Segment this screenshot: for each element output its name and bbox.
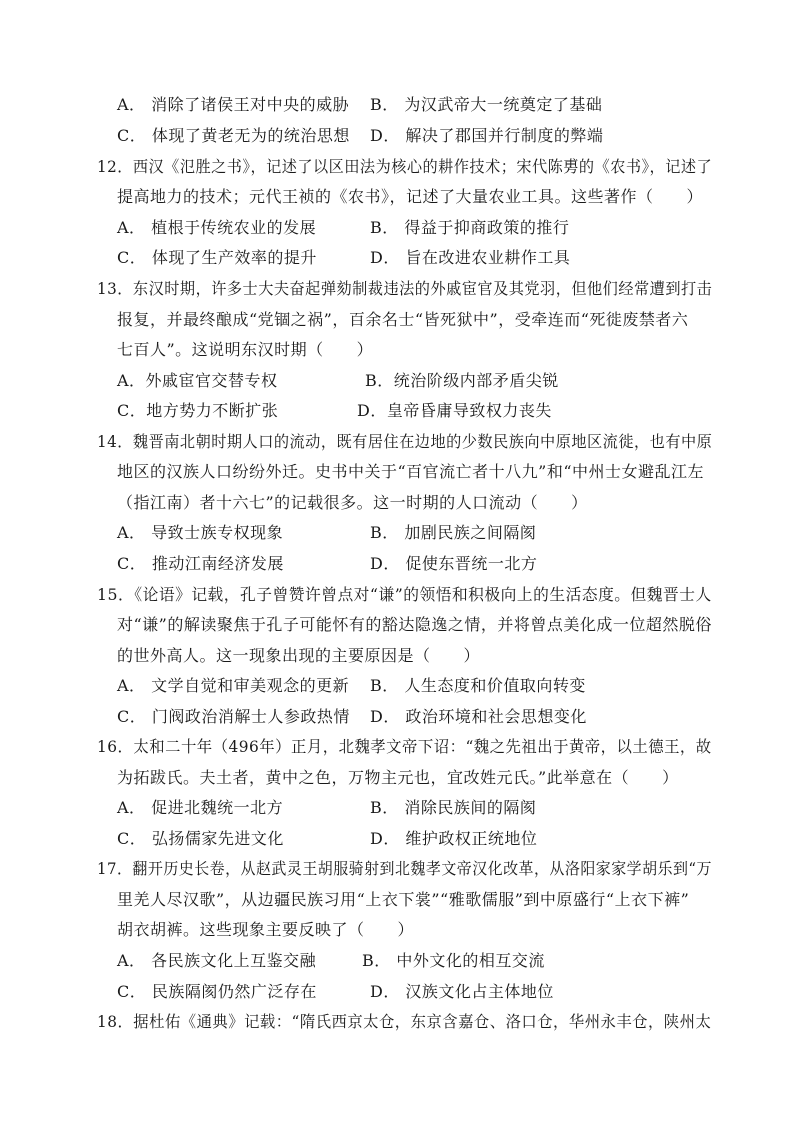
- q14-stem-line-1: 14．魏晋南北朝时期人口的流动，既有居住在边地的少数民族向中原地区流徙，也有中原: [97, 432, 713, 451]
- q12-option-a: A． 植根于传统农业的发展: [117, 218, 317, 237]
- q11-option-c: C． 体现了黄老无为的统治思想: [117, 126, 350, 145]
- q17-stem-line-3: 胡衣胡裤。这些现象主要反映了（ ）: [117, 920, 415, 939]
- q15-option-a: A． 文学自觉和审美观念的更新: [117, 676, 350, 695]
- q17-option-d: D． 汉族文化占主体地位: [370, 982, 554, 1001]
- q13-option-d: D．皇帝昏庸导致权力丧失: [357, 401, 552, 420]
- q11-option-a: A． 消除了诸侯王对中央的威胁: [117, 95, 350, 114]
- q16-stem-line-1: 16．太和二十年（496年）正月，北魏孝文帝下诏：“魏之先祖出于黄帝，以土德王，故: [97, 737, 712, 756]
- q14-option-c: C． 推动江南经济发展: [117, 554, 284, 573]
- q17-option-c: C． 民族隔阂仍然广泛存在: [117, 982, 317, 1001]
- q16-option-c: C． 弘扬儒家先进文化: [117, 829, 284, 848]
- q15-option-d: D． 政治环境和社会思想变化: [370, 707, 587, 726]
- q18-stem-line-1: 18．据杜佑《通典》记载：“隋氏西京太仓，东京含嘉仓、洛口仓，华州永丰仓，陕州太: [97, 1012, 712, 1031]
- q16-stem-line-2: 为拓跋氏。夫土者，黄中之色，万物主元也，宜改姓元氏。”此举意在（ ）: [117, 768, 679, 787]
- q15-stem-line-1: 15．《论语》记载，孔子曾赞许曾点对“谦”的领悟和积极向上的生活态度。但魏晋士人: [97, 585, 712, 604]
- q14-stem-line-3: （指江南）者十六七”的记载很多。这一时期的人口流动（ ）: [117, 493, 588, 512]
- q13-stem-line-3: 七百人”。这说明东汉时期（ ）: [117, 340, 374, 359]
- q14-option-a: A． 导致士族专权现象: [117, 523, 284, 542]
- q17-option-a: A． 各民族文化上互鉴交融: [117, 951, 317, 970]
- q12-option-d: D． 旨在改进农业耕作工具: [370, 248, 571, 267]
- q16-option-d: D． 维护政权正统地位: [370, 829, 538, 848]
- q12-stem-line-2: 提高地力的技术；元代王祯的《农书》，记述了大量农业工具。这些著作（ ）: [117, 187, 704, 206]
- q15-option-c: C． 门阀政治消解士人参政热情: [117, 707, 350, 726]
- q14-option-d: D． 促使东晋统一北方: [370, 554, 538, 573]
- q11-option-d: D． 解决了郡国并行制度的弊端: [370, 126, 604, 145]
- q17-option-b: B． 中外文化的相互交流: [362, 951, 545, 970]
- q13-stem-line-2: 报复，并最终酿成“党锢之祸”，百余名士“皆死狱中”，受牵连而“死徙废禁者六: [117, 310, 689, 329]
- q15-stem-line-2: 对“谦”的解读聚焦于孔子可能怀有的豁达隐逸之情，并将曾点美化成一位超然脱俗: [117, 615, 712, 634]
- q13-option-b: B．统治阶级内部矛盾尖锐: [365, 371, 559, 390]
- q12-option-c: C． 体现了生产效率的提升: [117, 248, 317, 267]
- q17-stem-line-1: 17．翻开历史长卷，从赵武灵王胡服骑射到北魏孝文帝汉化改革，从洛阳家家学胡乐到“万: [97, 859, 712, 878]
- q13-option-a: A．外戚宦官交替专权: [117, 371, 278, 390]
- q14-stem-line-2: 地区的汉族人口纷纷外迁。史书中关于“百官流亡者十八九”和“中州士女避乱江左: [117, 462, 705, 481]
- q12-stem-line-1: 12．西汉《氾胜之书》，记述了以区田法为核心的耕作技术；宋代陈旉的《农书》，记述了: [97, 157, 713, 176]
- q13-stem-line-1: 13．东汉时期，许多士大夫奋起弹劾制裁违法的外戚宦官及其党羽，但他们经常遭到打击: [97, 279, 713, 298]
- q17-stem-line-2: 里羌人尽汉歌”，从边疆民族习用“上衣下裳”“雅歌儒服”到中原盛行“上衣下裤”: [117, 890, 690, 909]
- q14-option-b: B． 加剧民族之间隔阂: [370, 523, 537, 542]
- q13-option-c: C．地方势力不断扩张: [117, 401, 279, 420]
- q15-option-b: B． 人生态度和价值取向转变: [370, 676, 586, 695]
- q12-option-b: B． 得益于抑商政策的推行: [370, 218, 570, 237]
- q16-option-a: A． 促进北魏统一北方: [117, 798, 284, 817]
- q11-option-b: B． 为汉武帝大一统奠定了基础: [370, 95, 603, 114]
- q16-option-b: B． 消除民族间的隔阂: [370, 798, 537, 817]
- q15-stem-line-3: 的世外高人。这一现象出现的主要原因是（ ）: [117, 646, 481, 665]
